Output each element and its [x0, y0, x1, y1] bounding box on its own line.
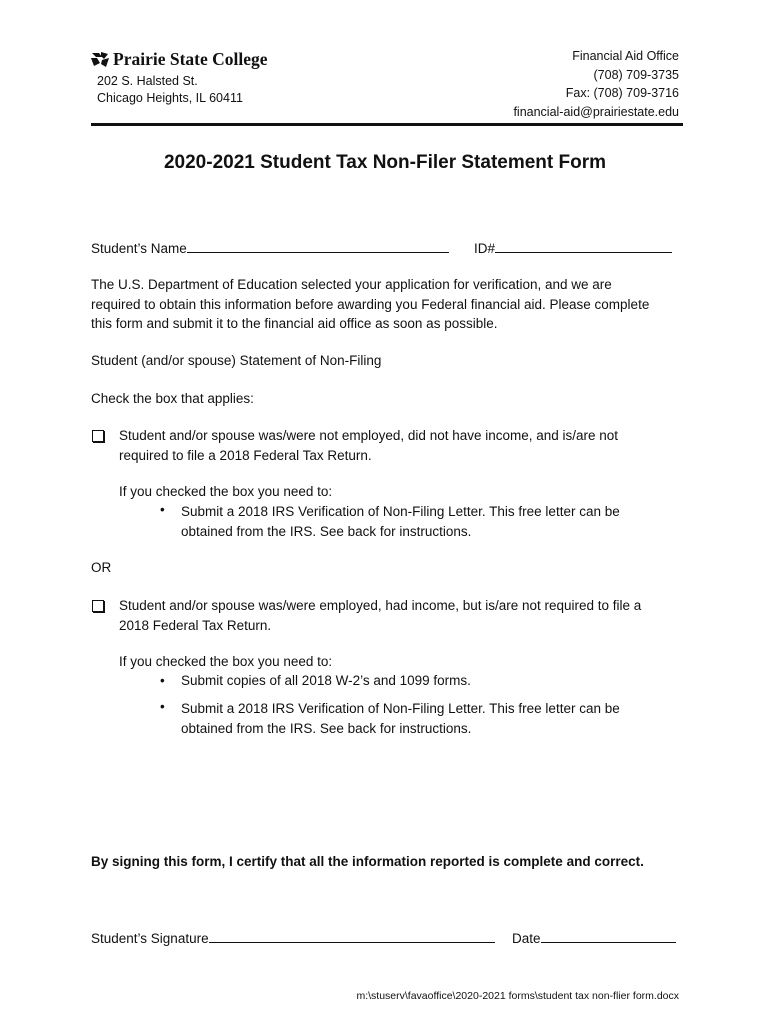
intro-line-3: this form and submit it to the financial aid office as soon as possible. [91, 316, 498, 331]
option-2-bullet-1: Submit copies of all 2018 W-2’s and 1099 forms. [181, 673, 471, 688]
option-1-line-1: Student and/or spouse was/were not employed, did not have income, and is/are not [119, 428, 619, 443]
college-logo [90, 49, 268, 70]
option-employed-text [119, 596, 641, 635]
signature-label: Student’s Signature [91, 931, 209, 946]
office-email: financial-aid@prairiestate.edu [513, 104, 679, 119]
check-instruction: Check the box that applies: [91, 391, 254, 406]
or-label: OR [91, 560, 112, 575]
student-name-row [91, 238, 449, 256]
header-divider [91, 123, 683, 126]
bullet-icon: • [160, 699, 165, 714]
option-1-followup: If you checked the box you need to: [119, 484, 333, 499]
option-1-line-2: required to file a 2018 Federal Tax Return. [119, 447, 372, 463]
office-name: Financial Aid Office [572, 49, 679, 63]
college-address [97, 73, 243, 107]
option-2-bullet-2-line-2: obtained from the IRS. See back for instructions. [181, 720, 472, 736]
option-2-bullet-2 [181, 699, 620, 738]
student-name-field[interactable] [187, 238, 449, 253]
college-name: Prairie State College [113, 49, 268, 69]
intro-line-2: required to obtain this information before awarding you Federal financial aid. Please complete [91, 296, 650, 312]
office-contact [513, 47, 679, 121]
statement-heading: Student (and/or spouse) Statement of Non-Filing [91, 353, 382, 368]
form-title: 2020-2021 Student Tax Non-Filer Statement Form [163, 152, 607, 173]
option-2-followup: If you checked the box you need to: [119, 654, 333, 669]
date-row [512, 928, 676, 946]
option-2-line-2: 2018 Federal Tax Return. [119, 617, 272, 633]
college-logo-icon [90, 51, 110, 69]
intro-paragraph [91, 275, 691, 334]
bullet-icon: • [160, 502, 165, 517]
option-not-employed-checkbox[interactable] [92, 430, 104, 442]
student-id-label: ID# [474, 241, 496, 256]
option-1-bullet-1 [181, 502, 620, 541]
intro-line-1: The U.S. Department of Education selected your application for verification, and we are [91, 277, 612, 292]
option-2-bullet-2-line-1: Submit a 2018 IRS Verification of Non-Filing Letter. This free letter can be [181, 701, 620, 716]
option-1-bullet-1-line-1: Submit a 2018 IRS Verification of Non-Filing Letter. This free letter can be [181, 504, 620, 519]
address-line-2: Chicago Heights, IL 60411 [97, 91, 243, 105]
address-line-1: 202 S. Halsted St. [97, 74, 198, 88]
option-1-bullet-1-line-2: obtained from the IRS. See back for instructions. [181, 523, 472, 539]
file-path-footer: m:\stuserv\favaoffice\2020-2021 forms\student tax non-flier form.docx [356, 990, 679, 1002]
bullet-icon: • [160, 673, 165, 688]
signature-row [91, 928, 495, 946]
office-fax: Fax: (708) 709-3716 [565, 86, 679, 100]
option-2-line-1: Student and/or spouse was/were employed, had income, but is/are not required to file a [119, 598, 642, 613]
office-phone: (708) 709-3735 [593, 67, 679, 82]
option-not-employed-text [119, 426, 618, 465]
date-field[interactable] [541, 928, 676, 943]
certification-statement: By signing this form, I certify that all the information reported is complete and correct. [91, 854, 644, 869]
date-label: Date [512, 931, 541, 946]
student-id-row [474, 238, 672, 256]
student-id-field[interactable] [495, 238, 672, 253]
signature-field[interactable] [209, 928, 495, 943]
option-employed-checkbox[interactable] [92, 600, 104, 612]
student-name-label: Student’s Name [91, 241, 187, 256]
